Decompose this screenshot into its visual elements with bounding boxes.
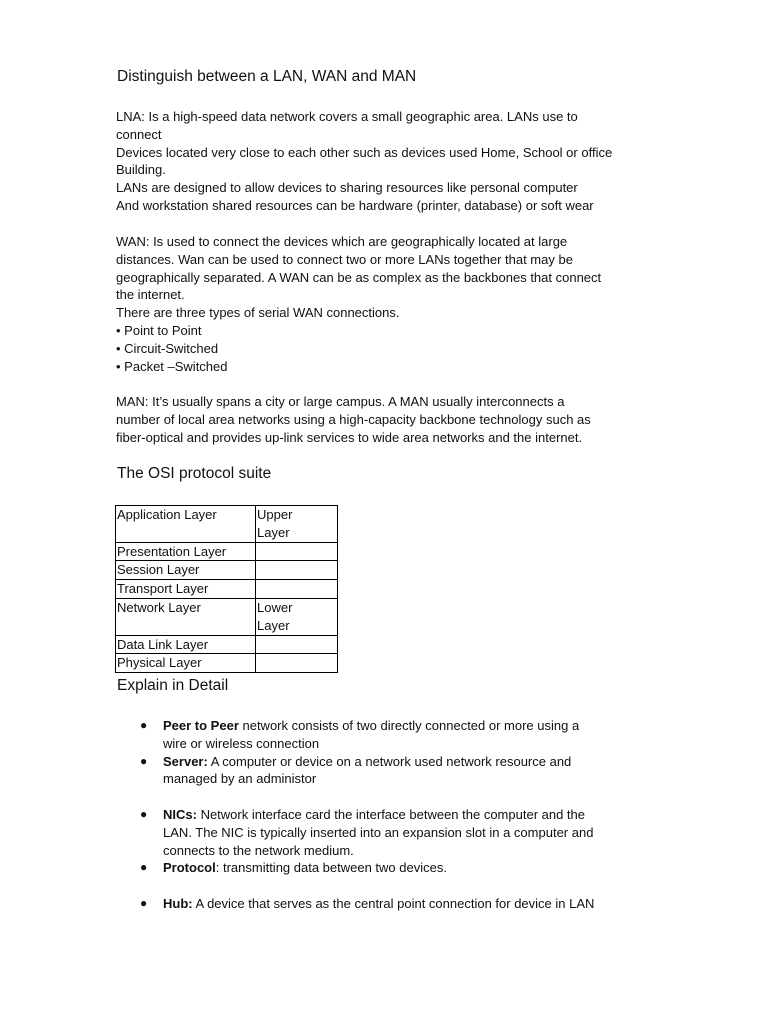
group-word: Lower: [257, 599, 293, 615]
layer-cell: Presentation Layer: [116, 542, 256, 561]
group-cell: [256, 654, 338, 673]
list-item: [116, 717, 676, 753]
definition-text: Network interface card the interface between the computer and the: [196, 806, 586, 822]
lan-line: And workstation shared resources can be hardware (printer, database) or soft wear: [116, 197, 594, 213]
definition-term: Protocol: [163, 860, 216, 876]
layer-cell: Application Layer: [116, 506, 256, 543]
definitions-list: [116, 717, 676, 913]
definition-term: NICs:: [163, 806, 197, 822]
osi-layer-table: [115, 505, 338, 673]
wan-line: • Packet –Switched: [116, 358, 228, 374]
lan-paragraph: [116, 108, 656, 215]
lan-line: LNA: Is a high-speed data network covers a small geographic area. LANs use to: [116, 109, 578, 124]
group-cell: [256, 506, 338, 543]
document-title: Distinguish between a LAN, WAN and MAN: [117, 68, 417, 85]
bullet-icon: ●: [140, 718, 148, 732]
wan-paragraph: [116, 233, 656, 375]
layer-cell: Transport Layer: [116, 580, 256, 599]
bullet-icon: ●: [140, 860, 148, 875]
layer-cell: Data Link Layer: [116, 635, 256, 654]
man-line: fiber-optical and provides up-link services to wide area networks and the internet.: [116, 429, 583, 445]
table-row: [116, 654, 338, 673]
group-word: Layer: [257, 617, 290, 633]
group-cell: [256, 542, 338, 561]
definition-term: Hub:: [163, 895, 193, 911]
lan-line: Devices located very close to each other such as devices used Home, School or office: [116, 144, 613, 160]
definition-text: connects to the network medium.: [163, 842, 354, 858]
bullet-icon: ●: [140, 806, 148, 821]
wan-line: • Point to Point: [116, 322, 202, 338]
table-row: [116, 635, 338, 654]
explain-title: Explain in Detail: [117, 677, 229, 694]
table-row: [116, 580, 338, 599]
man-paragraph: [116, 393, 656, 446]
layer-cell: Network Layer: [116, 598, 256, 635]
group-cell: [256, 598, 338, 635]
lan-line: connect: [116, 126, 162, 142]
definition-text: LAN. The NIC is typically inserted into an expansion slot in a computer and: [163, 824, 594, 840]
wan-line: distances. Wan can be used to connect two or more LANs together that may be: [116, 251, 573, 267]
definition-term: Peer to Peer: [163, 718, 239, 733]
list-item: [116, 753, 676, 789]
group-cell: [256, 561, 338, 580]
definition-text: A device that serves as the central point connection for device in LAN: [192, 895, 595, 911]
table-row: [116, 598, 338, 635]
osi-title: The OSI protocol suite: [117, 465, 272, 482]
table-row: [116, 561, 338, 580]
definition-text: A computer or device on a network used network resource and: [207, 753, 572, 769]
list-item: [116, 806, 676, 859]
lan-line: LANs are designed to allow devices to sharing resources like personal computer: [116, 180, 578, 196]
wan-line: the internet.: [116, 287, 185, 303]
group-word: Layer: [257, 524, 290, 540]
lan-line: Building.: [116, 162, 166, 178]
group-cell: [256, 580, 338, 599]
bullet-icon: ●: [140, 895, 148, 910]
wan-line: WAN: Is used to connect the devices which are geographically located at large: [116, 234, 568, 249]
wan-line: • Circuit-Switched: [116, 340, 219, 356]
table-row: [116, 542, 338, 561]
definition-text: network consists of two directly connected or more using a: [238, 718, 580, 733]
man-line: number of local area networks using a high-capacity backbone technology such as: [116, 411, 591, 427]
definition-text: : transmitting data between two devices.: [215, 860, 447, 876]
list-item: [116, 895, 676, 913]
group-word: Upper: [257, 507, 293, 522]
layer-cell: Physical Layer: [116, 654, 256, 673]
definition-text: managed by an administor: [163, 771, 317, 787]
list-item: [116, 859, 676, 877]
wan-line: There are three types of serial WAN connections.: [116, 305, 400, 321]
man-line: MAN: It’s usually spans a city or large campus. A MAN usually interconnects a: [116, 394, 565, 409]
wan-line: geographically separated. A WAN can be as complex as the backbones that connect: [116, 269, 602, 285]
group-cell: [256, 635, 338, 654]
layer-cell: Session Layer: [116, 561, 256, 580]
definition-term: Server:: [163, 753, 208, 769]
table-row: [116, 506, 338, 543]
bullet-icon: ●: [140, 753, 148, 768]
definition-text: wire or wireless connection: [163, 735, 320, 751]
